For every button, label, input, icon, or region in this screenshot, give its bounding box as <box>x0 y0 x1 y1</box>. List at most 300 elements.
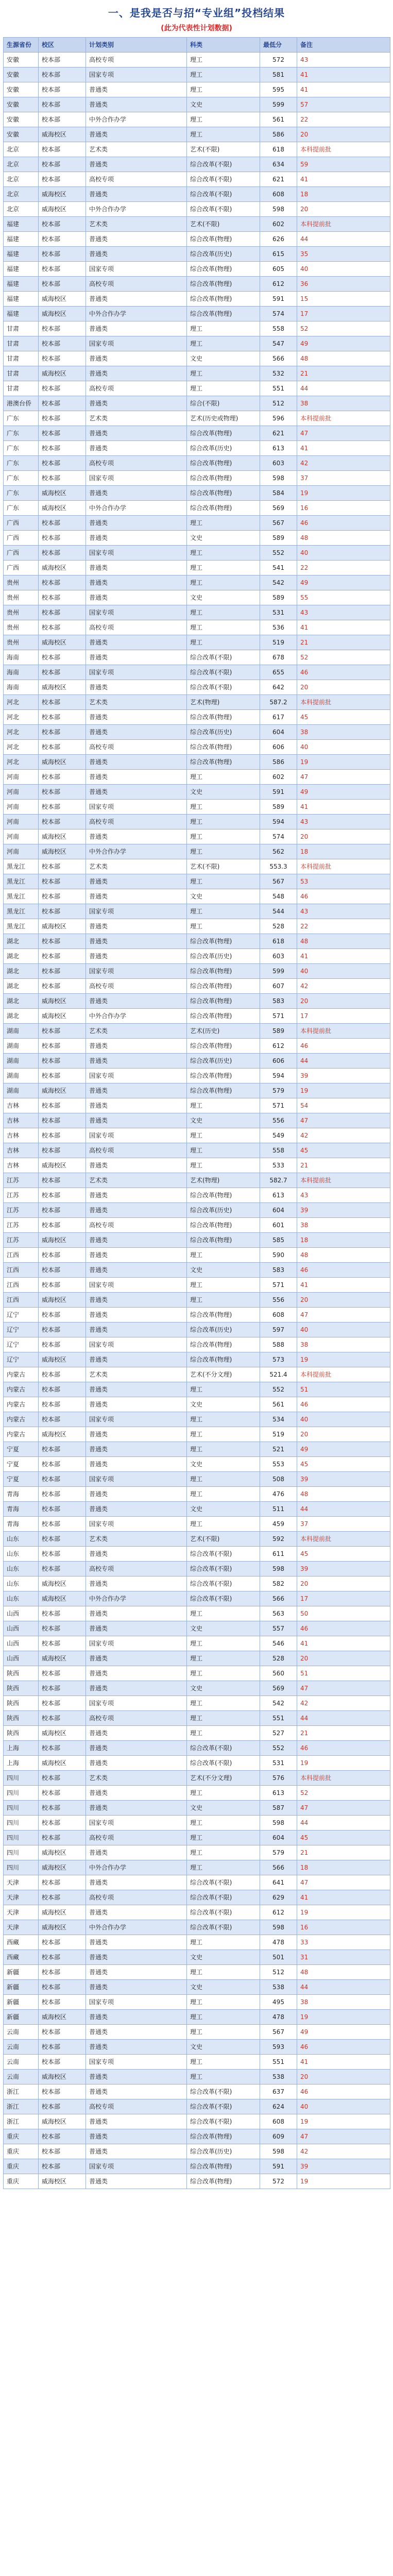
cell-note: 18 <box>297 1860 390 1875</box>
table-row <box>4 1113 390 1128</box>
cell-note: 本科提前批 <box>297 1173 390 1188</box>
cell-plan-type: 艺术类 <box>86 1771 187 1786</box>
cell-province: 湖北 <box>4 979 39 994</box>
cell-campus: 校本部 <box>39 1636 86 1651</box>
table-row <box>4 1263 390 1278</box>
cell-note: 15 <box>297 292 390 307</box>
cell-province: 青海 <box>4 1502 39 1517</box>
cell-category: 艺术(不限) <box>187 217 260 232</box>
cell-category: 文史 <box>187 351 260 366</box>
cell-province: 河南 <box>4 770 39 785</box>
cell-province: 内蒙古 <box>4 1367 39 1382</box>
cell-min-score: 598 <box>260 471 297 486</box>
cell-min-score: 591 <box>260 292 297 307</box>
table-row <box>4 2055 390 2070</box>
table-row <box>4 1069 390 1083</box>
cell-campus: 威海校区 <box>39 1233 86 1248</box>
cell-min-score: 584 <box>260 486 297 501</box>
cell-min-score: 642 <box>260 680 297 695</box>
table-row <box>4 2084 390 2099</box>
table-row <box>4 994 390 1009</box>
cell-category: 理工 <box>187 1786 260 1801</box>
cell-plan-type: 中外合作办学 <box>86 1920 187 1935</box>
cell-province: 辽宁 <box>4 1323 39 1337</box>
cell-plan-type: 普通类 <box>86 1606 187 1621</box>
cell-note: 21 <box>297 1845 390 1860</box>
cell-plan-type: 普通类 <box>86 1039 187 1054</box>
cell-plan-type: 国家专项 <box>86 1472 187 1487</box>
cell-category: 理工 <box>187 1696 260 1711</box>
cell-min-score: 591 <box>260 2159 297 2174</box>
cell-category: 艺术(不分文理) <box>187 1367 260 1382</box>
cell-min-score: 563 <box>260 1606 297 1621</box>
cell-province: 贵州 <box>4 605 39 620</box>
table-row <box>4 1786 390 1801</box>
cell-province: 广西 <box>4 531 39 546</box>
cell-province: 内蒙古 <box>4 1382 39 1397</box>
cell-plan-type: 普通类 <box>86 1741 187 1756</box>
cell-category: 综合改革(物理) <box>187 307 260 321</box>
cell-province: 广西 <box>4 561 39 575</box>
cell-note: 44 <box>297 1054 390 1069</box>
table-row <box>4 1427 390 1442</box>
cell-plan-type: 普通类 <box>86 2084 187 2099</box>
cell-min-score: 561 <box>260 1397 297 1412</box>
cell-category: 理工 <box>187 82 260 97</box>
cell-category: 综合改革(物理) <box>187 426 260 441</box>
cell-category: 文史 <box>187 1502 260 1517</box>
cell-campus: 威海校区 <box>39 1905 86 1920</box>
table-row <box>4 2129 390 2144</box>
cell-note: 44 <box>297 381 390 396</box>
cell-note: 46 <box>297 2084 390 2099</box>
cell-min-score: 521 <box>260 1442 297 1457</box>
cell-campus: 校本部 <box>39 1606 86 1621</box>
cell-category: 综合改革(不限) <box>187 1562 260 1577</box>
cell-note: 本科提前批 <box>297 859 390 874</box>
cell-category: 文史 <box>187 2040 260 2055</box>
cell-min-score: 533 <box>260 1158 297 1173</box>
cell-campus: 校本部 <box>39 1024 86 1039</box>
cell-category: 综合改革(不限) <box>187 187 260 202</box>
table-row <box>4 1054 390 1069</box>
cell-plan-type: 普通类 <box>86 247 187 262</box>
cell-plan-type: 普通类 <box>86 635 187 650</box>
cell-min-score: 604 <box>260 725 297 740</box>
cell-plan-type: 普通类 <box>86 1233 187 1248</box>
cell-province: 黑龙江 <box>4 874 39 889</box>
cell-note: 41 <box>297 82 390 97</box>
cell-note: 41 <box>297 1278 390 1293</box>
cell-note: 本科提前批 <box>297 1367 390 1382</box>
cell-province: 四川 <box>4 1816 39 1831</box>
cell-plan-type: 高校专项 <box>86 456 187 471</box>
table-row <box>4 351 390 366</box>
cell-category: 理工 <box>187 336 260 351</box>
cell-plan-type: 艺术类 <box>86 1024 187 1039</box>
table-row <box>4 1532 390 1547</box>
cell-plan-type: 普通类 <box>86 441 187 456</box>
cell-plan-type: 艺术类 <box>86 695 187 710</box>
cell-min-score: 611 <box>260 1547 297 1562</box>
cell-campus: 威海校区 <box>39 994 86 1009</box>
cell-min-score: 519 <box>260 635 297 650</box>
cell-plan-type: 艺术类 <box>86 411 187 426</box>
cell-plan-type: 普通类 <box>86 1980 187 1995</box>
cell-plan-type: 国家专项 <box>86 605 187 620</box>
cell-campus: 校本部 <box>39 2099 86 2114</box>
cell-campus: 威海校区 <box>39 2114 86 2129</box>
cell-province: 福建 <box>4 277 39 292</box>
cell-campus: 校本部 <box>39 247 86 262</box>
table-row <box>4 112 390 127</box>
cell-category: 文史 <box>187 1681 260 1696</box>
cell-campus: 校本部 <box>39 381 86 396</box>
cell-plan-type: 普通类 <box>86 874 187 889</box>
table-row <box>4 635 390 650</box>
cell-campus: 校本部 <box>39 2129 86 2144</box>
cell-campus: 威海校区 <box>39 755 86 770</box>
cell-campus: 校本部 <box>39 949 86 964</box>
table-row <box>4 2040 390 2055</box>
cell-province: 宁夏 <box>4 1472 39 1487</box>
cell-min-score: 478 <box>260 2010 297 2025</box>
cell-category: 理工 <box>187 1845 260 1860</box>
cell-min-score: 581 <box>260 67 297 82</box>
cell-plan-type: 艺术类 <box>86 1173 187 1188</box>
cell-category: 综合改革(物理) <box>187 2129 260 2144</box>
cell-campus: 校本部 <box>39 1337 86 1352</box>
cell-campus: 校本部 <box>39 516 86 531</box>
cell-min-score: 612 <box>260 277 297 292</box>
page-subtitle: (此为代表性计划数据) <box>161 24 232 32</box>
cell-plan-type: 中外合作办学 <box>86 844 187 859</box>
table-row <box>4 979 390 994</box>
cell-min-score: 478 <box>260 1935 297 1950</box>
header-plan-type: 计划类别 <box>86 38 187 53</box>
cell-min-score: 531 <box>260 605 297 620</box>
cell-min-score: 590 <box>260 1248 297 1263</box>
cell-plan-type: 普通类 <box>86 680 187 695</box>
table-row <box>4 1935 390 1950</box>
cell-min-score: 608 <box>260 2114 297 2129</box>
cell-min-score: 604 <box>260 1831 297 1845</box>
cell-category: 综合改革(历史) <box>187 441 260 456</box>
cell-campus: 校本部 <box>39 1113 86 1128</box>
cell-province: 湖南 <box>4 1024 39 1039</box>
cell-min-score: 602 <box>260 770 297 785</box>
cell-min-score: 546 <box>260 1636 297 1651</box>
cell-note: 21 <box>297 1158 390 1173</box>
cell-note: 46 <box>297 2040 390 2055</box>
cell-min-score: 551 <box>260 1711 297 1726</box>
cell-min-score: 618 <box>260 142 297 157</box>
cell-campus: 校本部 <box>39 1323 86 1337</box>
cell-note: 52 <box>297 650 390 665</box>
cell-min-score: 542 <box>260 1696 297 1711</box>
cell-province: 江西 <box>4 1263 39 1278</box>
cell-province: 甘肃 <box>4 366 39 381</box>
table-row <box>4 456 390 471</box>
cell-campus: 校本部 <box>39 1547 86 1562</box>
cell-campus: 校本部 <box>39 396 86 411</box>
cell-category: 综合改革(物理) <box>187 501 260 516</box>
cell-plan-type: 普通类 <box>86 1845 187 1860</box>
table-row <box>4 1083 390 1098</box>
cell-category: 理工 <box>187 2070 260 2084</box>
cell-note: 44 <box>297 1816 390 1831</box>
cell-min-score: 552 <box>260 1382 297 1397</box>
cell-plan-type: 普通类 <box>86 994 187 1009</box>
cell-province: 天津 <box>4 1875 39 1890</box>
table-row <box>4 247 390 262</box>
cell-plan-type: 高校专项 <box>86 2099 187 2114</box>
cell-min-score: 618 <box>260 934 297 949</box>
cell-province: 贵州 <box>4 635 39 650</box>
table-row <box>4 949 390 964</box>
cell-plan-type: 普通类 <box>86 1666 187 1681</box>
page-header <box>0 0 393 37</box>
cell-plan-type: 普通类 <box>86 1786 187 1801</box>
table-row <box>4 1158 390 1173</box>
cell-campus: 威海校区 <box>39 307 86 321</box>
cell-campus: 校本部 <box>39 531 86 546</box>
cell-min-score: 562 <box>260 844 297 859</box>
cell-province: 黑龙江 <box>4 889 39 904</box>
cell-campus: 校本部 <box>39 1367 86 1382</box>
cell-campus: 校本部 <box>39 874 86 889</box>
cell-province: 河北 <box>4 710 39 725</box>
cell-plan-type: 普通类 <box>86 2129 187 2144</box>
table-row <box>4 516 390 531</box>
table-row <box>4 1816 390 1831</box>
cell-campus: 校本部 <box>39 336 86 351</box>
cell-category: 理工 <box>187 1143 260 1158</box>
cell-province: 云南 <box>4 2040 39 2055</box>
table-row <box>4 1890 390 1905</box>
cell-plan-type: 普通类 <box>86 919 187 934</box>
cell-min-score: 637 <box>260 2084 297 2099</box>
cell-min-score: 604 <box>260 1203 297 1218</box>
cell-province: 吉林 <box>4 1098 39 1113</box>
cell-category: 艺术(不限) <box>187 859 260 874</box>
table-row <box>4 321 390 336</box>
cell-note: 49 <box>297 2025 390 2040</box>
cell-plan-type: 普通类 <box>86 1323 187 1337</box>
table-row <box>4 1173 390 1188</box>
cell-province: 黑龙江 <box>4 859 39 874</box>
cell-province: 重庆 <box>4 2174 39 2189</box>
cell-min-score: 541 <box>260 561 297 575</box>
table-row <box>4 1457 390 1472</box>
table-row <box>4 1487 390 1502</box>
cell-note: 40 <box>297 262 390 277</box>
cell-campus: 校本部 <box>39 1143 86 1158</box>
cell-province: 山东 <box>4 1562 39 1577</box>
cell-plan-type: 国家专项 <box>86 1696 187 1711</box>
cell-campus: 校本部 <box>39 1039 86 1054</box>
cell-province: 北京 <box>4 172 39 187</box>
table-row <box>4 381 390 396</box>
cell-note: 41 <box>297 441 390 456</box>
table-row <box>4 575 390 590</box>
cell-min-score: 621 <box>260 426 297 441</box>
cell-province: 四川 <box>4 1845 39 1860</box>
cell-plan-type: 普通类 <box>86 1113 187 1128</box>
cell-province: 浙江 <box>4 2099 39 2114</box>
cell-category: 文史 <box>187 1263 260 1278</box>
cell-category: 综合改革(物理) <box>187 1218 260 1233</box>
cell-plan-type: 国家专项 <box>86 1816 187 1831</box>
cell-category: 综合改革(物理) <box>187 1083 260 1098</box>
cell-campus: 校本部 <box>39 1771 86 1786</box>
cell-min-score: 609 <box>260 2129 297 2144</box>
cell-plan-type: 普通类 <box>86 1352 187 1367</box>
cell-note: 42 <box>297 1128 390 1143</box>
cell-note: 46 <box>297 889 390 904</box>
cell-plan-type: 普通类 <box>86 1397 187 1412</box>
cell-province: 内蒙古 <box>4 1397 39 1412</box>
cell-min-score: 566 <box>260 351 297 366</box>
table-row <box>4 1562 390 1577</box>
cell-min-score: 547 <box>260 336 297 351</box>
cell-campus: 校本部 <box>39 1681 86 1696</box>
cell-note: 46 <box>297 1741 390 1756</box>
table-row <box>4 1666 390 1681</box>
table-row <box>4 1203 390 1218</box>
cell-plan-type: 国家专项 <box>86 964 187 979</box>
cell-note: 46 <box>297 1621 390 1636</box>
cell-note: 42 <box>297 1696 390 1711</box>
cell-min-score: 571 <box>260 1098 297 1113</box>
cell-min-score: 548 <box>260 889 297 904</box>
cell-category: 综合改革(不限) <box>187 1547 260 1562</box>
cell-category: 理工 <box>187 516 260 531</box>
cell-plan-type: 普通类 <box>86 561 187 575</box>
cell-note: 本科提前批 <box>297 142 390 157</box>
cell-province: 云南 <box>4 2055 39 2070</box>
cell-min-score: 585 <box>260 1233 297 1248</box>
cell-plan-type: 国家专项 <box>86 336 187 351</box>
cell-campus: 威海校区 <box>39 1845 86 1860</box>
cell-min-score: 508 <box>260 1472 297 1487</box>
table-row <box>4 187 390 202</box>
cell-province: 福建 <box>4 307 39 321</box>
cell-province: 山西 <box>4 1651 39 1666</box>
table-row <box>4 1248 390 1263</box>
table-row <box>4 157 390 172</box>
cell-note: 39 <box>297 1069 390 1083</box>
cell-campus: 校本部 <box>39 426 86 441</box>
cell-plan-type: 普通类 <box>86 1158 187 1173</box>
cell-min-score: 593 <box>260 2040 297 2055</box>
cell-category: 理工 <box>187 1472 260 1487</box>
cell-min-score: 527 <box>260 1726 297 1741</box>
cell-category: 理工 <box>187 1606 260 1621</box>
cell-province: 福建 <box>4 247 39 262</box>
cell-note: 47 <box>297 770 390 785</box>
cell-province: 河北 <box>4 755 39 770</box>
cell-note: 42 <box>297 2144 390 2159</box>
table-row <box>4 1233 390 1248</box>
table-row <box>4 2159 390 2174</box>
cell-plan-type: 普通类 <box>86 785 187 800</box>
cell-plan-type: 中外合作办学 <box>86 307 187 321</box>
cell-plan-type: 国家专项 <box>86 262 187 277</box>
cell-plan-type: 国家专项 <box>86 67 187 82</box>
cell-category: 综合改革(物理) <box>187 755 260 770</box>
cell-note: 48 <box>297 1248 390 1263</box>
table-row <box>4 770 390 785</box>
cell-plan-type: 国家专项 <box>86 1517 187 1532</box>
table-row <box>4 1293 390 1308</box>
cell-province: 四川 <box>4 1801 39 1816</box>
cell-note: 20 <box>297 2070 390 2084</box>
cell-province: 陕西 <box>4 1666 39 1681</box>
table-row <box>4 1681 390 1696</box>
cell-campus: 威海校区 <box>39 1427 86 1442</box>
cell-campus: 校本部 <box>39 815 86 829</box>
page-title: 一、是我是否与招“专业组”投档结果 <box>108 6 285 19</box>
cell-plan-type: 普通类 <box>86 351 187 366</box>
header-note: 备注 <box>297 38 390 53</box>
cell-province: 西藏 <box>4 1935 39 1950</box>
cell-note: 20 <box>297 829 390 844</box>
cell-min-score: 582.7 <box>260 1173 297 1188</box>
cell-category: 理工 <box>187 1442 260 1457</box>
cell-province: 北京 <box>4 157 39 172</box>
cell-note: 19 <box>297 2010 390 2025</box>
cell-campus: 威海校区 <box>39 2010 86 2025</box>
cell-note: 46 <box>297 1263 390 1278</box>
table-row <box>4 1756 390 1771</box>
table-row <box>4 1651 390 1666</box>
cell-campus: 校本部 <box>39 1487 86 1502</box>
cell-category: 理工 <box>187 575 260 590</box>
cell-category: 文史 <box>187 1113 260 1128</box>
cell-category: 理工 <box>187 800 260 815</box>
cell-min-score: 596 <box>260 411 297 426</box>
cell-plan-type: 普通类 <box>86 292 187 307</box>
table-row <box>4 336 390 351</box>
cell-plan-type: 普通类 <box>86 2144 187 2159</box>
cell-campus: 校本部 <box>39 770 86 785</box>
cell-note: 21 <box>297 1726 390 1741</box>
cell-note: 44 <box>297 1502 390 1517</box>
table-row <box>4 1397 390 1412</box>
cell-province: 江苏 <box>4 1173 39 1188</box>
cell-campus: 校本部 <box>39 2040 86 2055</box>
cell-min-score: 615 <box>260 247 297 262</box>
cell-category: 理工 <box>187 366 260 381</box>
cell-campus: 校本部 <box>39 964 86 979</box>
cell-category: 综合改革(不限) <box>187 1591 260 1606</box>
cell-campus: 校本部 <box>39 67 86 82</box>
cell-note: 41 <box>297 1890 390 1905</box>
cell-note: 18 <box>297 844 390 859</box>
cell-plan-type: 中外合作办学 <box>86 1860 187 1875</box>
cell-category: 综合改革(物理) <box>187 262 260 277</box>
cell-note: 47 <box>297 2129 390 2144</box>
cell-plan-type: 艺术类 <box>86 1367 187 1382</box>
cell-note: 48 <box>297 351 390 366</box>
cell-plan-type: 普通类 <box>86 1083 187 1098</box>
cell-province: 广西 <box>4 546 39 561</box>
cell-province: 云南 <box>4 2025 39 2040</box>
cell-note: 38 <box>297 1337 390 1352</box>
cell-province: 重庆 <box>4 2159 39 2174</box>
cell-category: 综合改革(物理) <box>187 1337 260 1352</box>
